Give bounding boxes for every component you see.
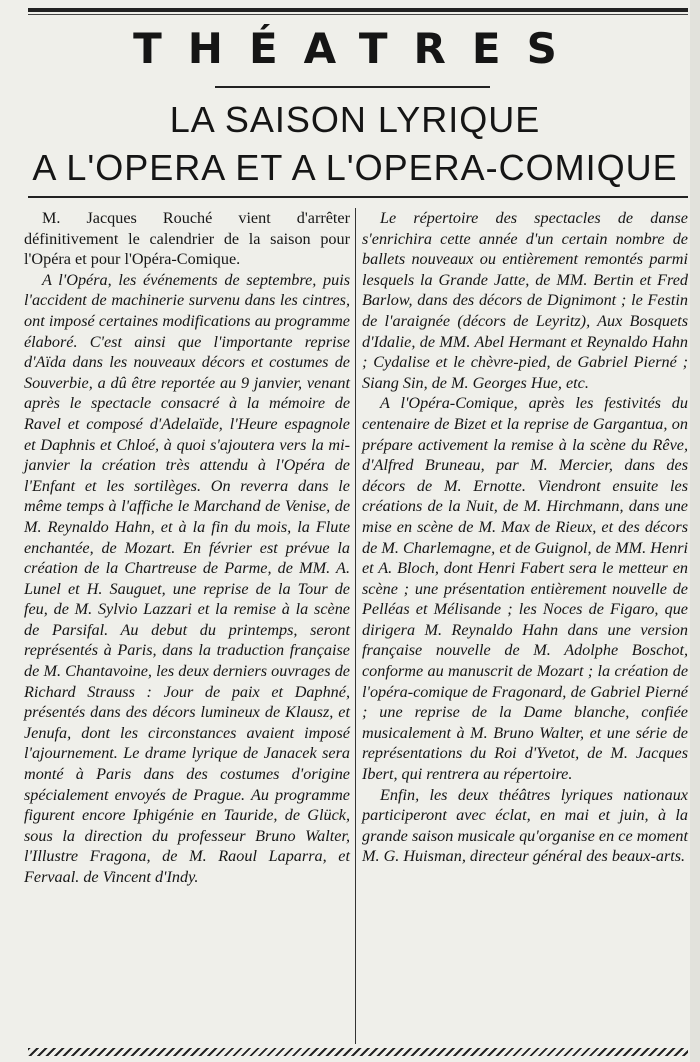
title-divider <box>215 86 490 88</box>
paragraph: A l'Opéra, les événements de septembre, puis l'accident de machinerie survenu dans les cintres, ont imposé certaines modifications au programme élaboré. C'est ainsi que l'importante reprise d'Aïda dans les nouveaux décors et costumes de Souverbie, a dû être reportée au 9 janvier, venant après le spectacle consacré à la mémoire de Ravel et composé d'Adelaïde, l'Heure espagnole et Daphnis et Chloé, à quoi s'ajoutera vers la mi-janvier la création très attendu à l'Opéra de l'Enfant et les sortilèges. On reverra dans le même temps à l'affiche le Marchand de Venise, de M. Reynaldo Hahn, et à la fin du mois, la Flute enchantée, de Mozart. En février est prévue la création de la Chartreuse de Parme, de MM. A. Lunel et H. Sauguet, une reprise de la Tour de feu, de M. Sylvio Lazzari et la remise à la scène de Parsifal. Au debut du printemps, seront représentés à Paris, dans la traduction française de M. Chantavoine, les deux derniers ouvrages de Richard Strauss : Jour de paix et Daphné, présentés dans des décors lumineux de Klausz, et Jenufa, dont les circonstances avaient imposé l'ajournement. Le drame lyrique de Janacek sera monté à Paris dans des costumes d'origine spécialement envoyés de Prague. Au programme figurent encore Iphigénie en Tauride, de Glück, sous la direction du professeur Bruno Walter, l'Illustre Fragona, de M. Raoul Laparra, et Fervaal. de Vincent d'Indy. <box>24 270 350 886</box>
right-column <box>362 208 688 867</box>
paragraph: Enfin, les deux théâtres lyriques nationaux participeront avec éclat, en mai et juin, à la grande saison musicale qu'organise en ce moment M. G. Huisman, directeur général des beaux-arts. <box>362 785 688 866</box>
section-title: THÉATRES <box>133 24 583 73</box>
headline-line-1: LA SAISON LYRIQUE <box>169 99 541 140</box>
paragraph: A l'Opéra-Comique, après les festivités du centenaire de Bizet et la reprise de Gargantua, on prépare activement la remise à la scène du Rêve, d'Alfred Bruneau, par M. Mercier, dans des décors de M. Ernotte. Viendront ensuite les créations de la Nuit, de M. Hirchmann, dans une mise en scène de M. Max de Rieux, et des décors de M. Charlemagne, et de Guignol, de MM. Henri et A. Bloch, dont Henri Fabert sera le metteur en scène ; une présentation entièrement nouvelle de Pelléas et Mélisande ; les Noces de Figaro, que dirigera M. Reynaldo Hahn dans une version française nouvelle de M. Adolphe Boschot, conforme au manuscrit de Mozart ; la création de l'opéra-comique de Fragonard, de Gabriel Pierné ; une reprise de la Dame blanche, confiée musicalement à M. Bruno Walter, et une série de représentations du Roi d'Yvetot, de M. Jacques Ibert, qui rentrera au répertoire. <box>362 394 688 784</box>
page-edge <box>690 0 700 1062</box>
column-divider <box>355 208 356 1044</box>
headline-rule <box>28 196 688 198</box>
headline-line-2: A L'OPERA ET A L'OPERA-COMIQUE <box>32 147 678 188</box>
paragraph: M. Jacques Rouché vient d'arrêter définitivement le calendrier de la saison pour l'Opéra et pour l'Opéra-Comique. <box>24 209 350 269</box>
paragraph: Le répertoire des spectacles de danse s'enrichira cette année d'un certain nombre de ballets nouveaux ou entièrement remontés parmi lesquels la Grande Jatte, de MM. Bertin et Fred Barlow, dans des décors de Dignimont ; le Festin de l'araignée (décors de Leyritz), Aux Bosquets d'Idalie, de MM. Abel Hermant et Reynaldo Hahn ; Cydalise et le chèvre-pied, de Gabriel Pierné ; Siang Sin, de M. Georges Hue, etc. <box>362 209 688 392</box>
left-column <box>24 208 350 888</box>
top-rule <box>28 8 688 12</box>
headline <box>10 96 700 192</box>
bottom-border <box>28 1048 688 1056</box>
top-rule-thin <box>28 14 688 15</box>
